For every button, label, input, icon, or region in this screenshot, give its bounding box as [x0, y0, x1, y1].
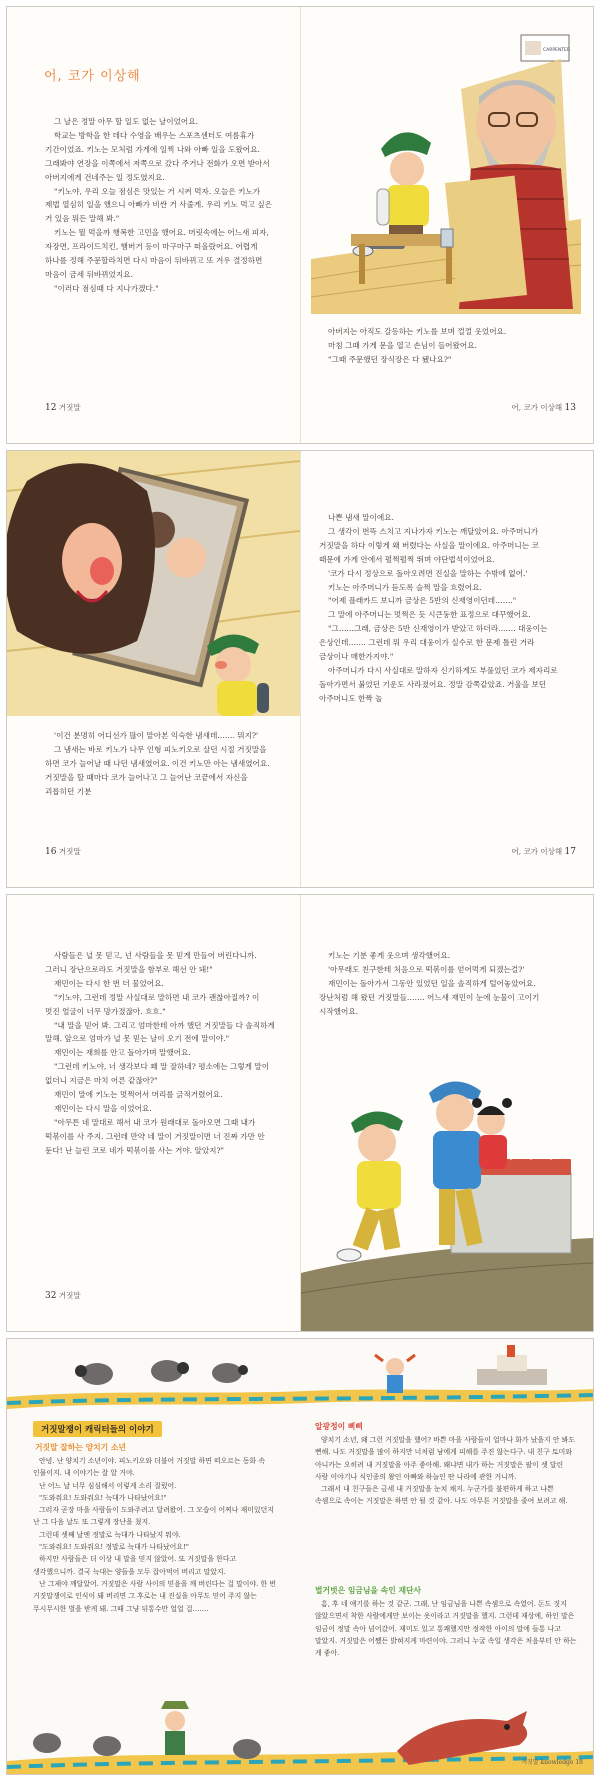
book-title-label: 거짓말 [58, 847, 81, 856]
box-title: 거짓말쟁이 캐릭터들의 이야기 [33, 1421, 162, 1437]
sign-text: CARPENTER [543, 48, 570, 53]
chapter-label: 어, 코가 이상해 [511, 403, 563, 412]
paragraph: 그 말에 아주머니는 멋쩍은 듯 시큰둥한 표정으로 대꾸했어요. [328, 610, 531, 620]
page-33 [301, 895, 594, 1331]
paragraph: 마침 그때 가게 문을 열고 손님이 들어왔어요. [328, 340, 477, 350]
paragraph: 그 냄새는 바로 키노가 나무 인형 피노키오로 살던 시절 거짓말을 하면 코가 늘어날 때 나던 냄새였어요. 이건 키노만 아는 냄새였어요. 거짓말을 할 때마다 코가 늘어나고 그 늘어난 코끝에서 자신을 괴롭히던 기분 [45, 744, 270, 796]
paragraph: 키노는 기분 좋게 웃으며 생각했어요. [328, 951, 451, 960]
paragraph: 재민이는 돌아가서 그동안 있었던 일을 솔직하게 털어놓았어요. 장난처럼 해 왔던 거짓말들……. 어느새 재민이 눈에 눈물이 고이기 시작했어요. [319, 978, 540, 1016]
page-13 [301, 7, 594, 443]
page-number: 32 [45, 1291, 57, 1301]
page-32 [7, 895, 300, 1331]
shepherd-boy-icon [161, 1701, 189, 1755]
page-33-body [319, 949, 559, 1019]
paragraph: '이건 분명히 어디선가 많이 맡아본 익숙한 냄새데……. 뭐지?' [54, 731, 259, 740]
paragraph: "내 말을 믿어 봐. 그리고 엄마한테 아까 했던 거짓말들 다 솔직하게 말해. 앞으로 엄마가 널 못 믿는 날이 오기 전에 말이야." [45, 1020, 275, 1044]
shepherd-boy-story [33, 1455, 279, 1615]
paragraph: 그래서 내 친구들은 금세 내 거짓말을 눈치 채지. 누군가를 불편하게 하고 나쁜 속셈으로 속이는 거짓말은 하면 안 될 것 같아. 나도 아무튼 거짓말을 줄여 보려고 해. [315, 1485, 568, 1506]
page-number: 16 [45, 847, 57, 857]
walking-kids-illustration [301, 1063, 594, 1332]
page-12 [7, 7, 300, 443]
paragraph: 그 생각이 번뜩 스치고 지나가자 키노는 깨달았어요. 아주머니가 거짓말을 하다 이렇게 왜 버렸다는 사실을 말이에요. 아주머니는 코 때문에 가게 안에서 펄쩍펄쩍 뛰며 야단법석이었어요. [319, 526, 539, 564]
paragraph: 재민이 말에 키노는 멋쩍어서 머리를 긁적거렸어요. [54, 1090, 223, 1100]
paragraph: "그때 주문했던 장식장은 다 됐나요?" [328, 354, 452, 364]
carpenter-illustration [311, 29, 581, 314]
subhead-shepherd-boy: 거짓말 잘하는 양치기 소년 [35, 1443, 126, 1452]
paragraph: "키노야, 우리 오늘 점심은 맛있는 거 시켜 먹자. 오늘은 키노가 제법 열심히 일을 했으니 아빠가 비싼 거 사줄게. 우리 키노 먹고 싶은 거 있음 뭐든 말해 봐." [45, 186, 273, 224]
sheep-icon [93, 1736, 121, 1756]
paragraph: 재민이는 다시 한 번 더 물었어요. [54, 978, 164, 988]
pippi-story [315, 1434, 577, 1508]
paragraph: 안녕. 난 양치기 소년이야. 피노키오와 더불어 거짓말 하면 떠오르는 동화 속 인물이지. 내 이야기는 잘 알 거야. [33, 1457, 265, 1478]
paragraph: 난 어느 날 너무 심심해서 이렇게 소리 질렀어. [39, 1481, 177, 1490]
chapter-title: 어, 코가 이상해 [44, 69, 141, 84]
page-number: 12 [45, 403, 57, 413]
paragraph: 그런데 셋째 날엔 정말로 늑대가 나타났지 뭐야. [39, 1530, 181, 1539]
paragraph: 키노는 아주머니가 듣도록 슬쩍 말을 흐렸어요. [328, 582, 482, 592]
paragraph: "아무튼 네 말대로 해서 내 코가 원래대로 돌아오면 그때 내가 떡볶이를 사 주지. 그런데 만약 네 말이 거짓말이면 너 진짜 가만 안 둔다! 난 늘린 코로 네가 떡볶이를 사는 거야. 알았지?" [45, 1117, 265, 1155]
paragraph: 양치기 소년, 왜 그런 거짓말을 했어? 바쁜 마을 사람들이 얼마나 화가 났을지 안 봐도 뻔해. 나도 거짓말을 많이 하지만 너처럼 남에게 피해를 주진 않는다구. 내 친구 토미와 아니카는 오히려 내 거짓말을 아주 좋아해. 왜냐면 내가 하는 거짓말은 팔이 셋 달린 사람 이야기나 식인종의 왕인 아빠와 하늘인 딴 나라에 관한 거니까. [315, 1436, 576, 1481]
folio-left [45, 1290, 81, 1301]
paragraph: 그 날은 정말 아무 할 일도 없는 날이었어요. [54, 117, 199, 126]
chapter-label: 어, 코가 이상해 [511, 847, 563, 856]
paragraph: "그……그래, 금상은 5반 신재영이가 받았고 하더라……. 대웅이는 은상인데……. 그런데 뭐 우리 대웅이가 실수로 한 문제 틀린 거라 금상이나 매한가지야." [319, 624, 548, 662]
paragraph: "그런데 키노야, 너 생각보다 꽤 말 잘하네? 평소에는 그렇게 말이 없더니 지금은 마치 어른 같잖아?" [45, 1062, 270, 1086]
page-number: 17 [564, 847, 576, 857]
paragraph: 학교는 방학을 한 데다 수영을 배우는 스포츠센터도 여름휴가 기간이었죠. 키노는 모처럼 가게에 일찍 나와 아빠 일을 도왔어요. 그래봐야 연장을 이쪽에서 저쪽으로 갔다 주거나 전화가 오면 받아서 아버지에게 건네주는 일 정도였지요. [45, 130, 270, 182]
paragraph: 사람들은 널 못 믿고, 넌 사람들을 못 믿게 만들어 버린다니까. 그러니 장난으로라도 거짓말을 함부로 해선 안 돼!" [45, 951, 257, 974]
tailor-story [315, 1598, 577, 1659]
paragraph: 재민이는 재희를 안고 돌아가며 말했어요. [54, 1048, 191, 1058]
carpenter-sign [521, 35, 570, 61]
spread-knowledge-pages [6, 1338, 594, 1775]
paragraph: 재민이는 다시 말을 이었어요. [54, 1103, 152, 1113]
book-title-label: 거짓말 [58, 1291, 81, 1300]
paragraph: 키노는 뭘 먹을까 행복한 고민을 했어요. 머릿속에는 어느새 피자, 자장면, 프라이드치킨, 햄버거 등이 마구마구 떠올랐어요. 어렵게 하나를 정해 주문할라치면 다시 마음이 뒤바뀌고 또 겨우 결정하면 마음이 금세 뒤바뀌었지요. [45, 228, 269, 279]
spread-pages-16-17 [6, 450, 594, 888]
subhead-pippi: 알광정이 삐삐 [315, 1422, 363, 1431]
page-number: 13 [564, 403, 576, 413]
page-16-body [45, 729, 275, 799]
spread-pages-12-13 [6, 6, 594, 444]
paragraph: "이러다 점심때 다 지나가겠다." [54, 283, 159, 293]
paragraph: '코가 다시 정상으로 돌아오려면 진실을 말하는 수밖에 없어.' [328, 568, 528, 578]
folio-left [45, 402, 81, 413]
folio-left [45, 846, 81, 857]
paragraph: 아버지는 아직도 갈등하는 키노를 보며 껄껄 웃었어요. [328, 327, 507, 336]
kino-walking [337, 1111, 403, 1261]
page-17 [301, 451, 594, 887]
paragraph: "키노야, 그런데 정말 사실대로 말하면 내 코가 괜찮아질까? 이 멋진 얼굴이 너무 망가졌잖아. 흐흐." [45, 992, 260, 1016]
paragraph: 흠, 후 네 얘기를 하는 것 같군. 그래, 난 임금님을 나쁜 속셈으로 속였어. 돈도 짓지 않았으면서 착한 사람에게만 보이는 옷이라고 거짓말을 했지. 그런데 재상에, 하인 말은 임금이 정말 속아 넘어갔어. 재미도 있고 통쾌했지만 정작한 아이의 말에 들통 나고 말았지. 거짓말은 어쨌든 밝혀지게 마련이야. 그러니 누굴 속일 생각은 처음부터 안 하는 게 좋아. [315, 1600, 577, 1658]
paragraph: "어제 플래카드 보니까 금상은 5반의 신재영이던데……." [328, 596, 517, 606]
paragraph: 나쁜 냄새 말이에요. [328, 513, 394, 522]
sheep-icon [233, 1739, 261, 1759]
page-32-body [45, 949, 275, 1158]
paragraph: 아주머니가 다시 사실대로 말하자 신기하게도 부풀었던 코가 제자리로 돌아가면서 붉었던 기운도 사라졌어요. 정말 감쪽같았죠. 거울을 보던 아주머니도 한짝 놀 [319, 665, 558, 703]
folio-right [521, 1757, 583, 1766]
spread-pages-32-33 [6, 894, 594, 1332]
paragraph: 난 그제야 깨달았어. 거짓말은 사람 사이의 믿음을 깨 버린다는 걸 말이야. 한 번 거짓말쟁이로 인식이 돼 버리면 그 후로는 내 진실을 아무도 믿어 주지 않는 무시무시한 벌을 받게 돼. 그때 그냥 뒤통수만 얼얼 걸……. [33, 1579, 277, 1613]
page-12-body [45, 115, 273, 296]
paragraph: "도와줘요! 도와줘요! 늑대가 나타났어요!" [39, 1493, 167, 1502]
mirror-illustration [7, 451, 300, 716]
paragraph: 하지만 사람들은 더 이상 내 말을 믿지 않았어. 또 거짓말을 한다고 생각했으니까. 결국 늑대는 양들을 모두 잡아먹어 버리고 말았지. [33, 1555, 237, 1576]
paragraph: 그러자 곧장 마을 사람들이 도와주려고 달려왔어. 그 모습이 어찌나 재미있던지 난 그 다음 날도 또 그렇게 장난을 쳤지. [33, 1506, 274, 1527]
knowledge-label: 거짓말 knowledge 18 [521, 1759, 583, 1766]
bottom-decor-strip [7, 1691, 594, 1775]
page-16 [7, 451, 300, 887]
subhead-tailor: 벌거벗은 임금님을 속인 재단사 [315, 1586, 422, 1595]
book-title-label: 거짓말 [58, 403, 81, 412]
folio-right [512, 402, 576, 413]
folio-right [512, 846, 576, 857]
sheep-icon [33, 1733, 61, 1753]
paragraph: "도와줘요! 도와줘요! 정말로 늑대가 나타났어요!" [39, 1543, 189, 1552]
page-13-body [319, 325, 559, 367]
paragraph: '아무래도 친구한테 처음으로 떡볶이를 얻어먹게 되겠는걸?' [328, 964, 525, 974]
page-17-body [319, 511, 559, 706]
woman-long-hair [7, 463, 155, 654]
